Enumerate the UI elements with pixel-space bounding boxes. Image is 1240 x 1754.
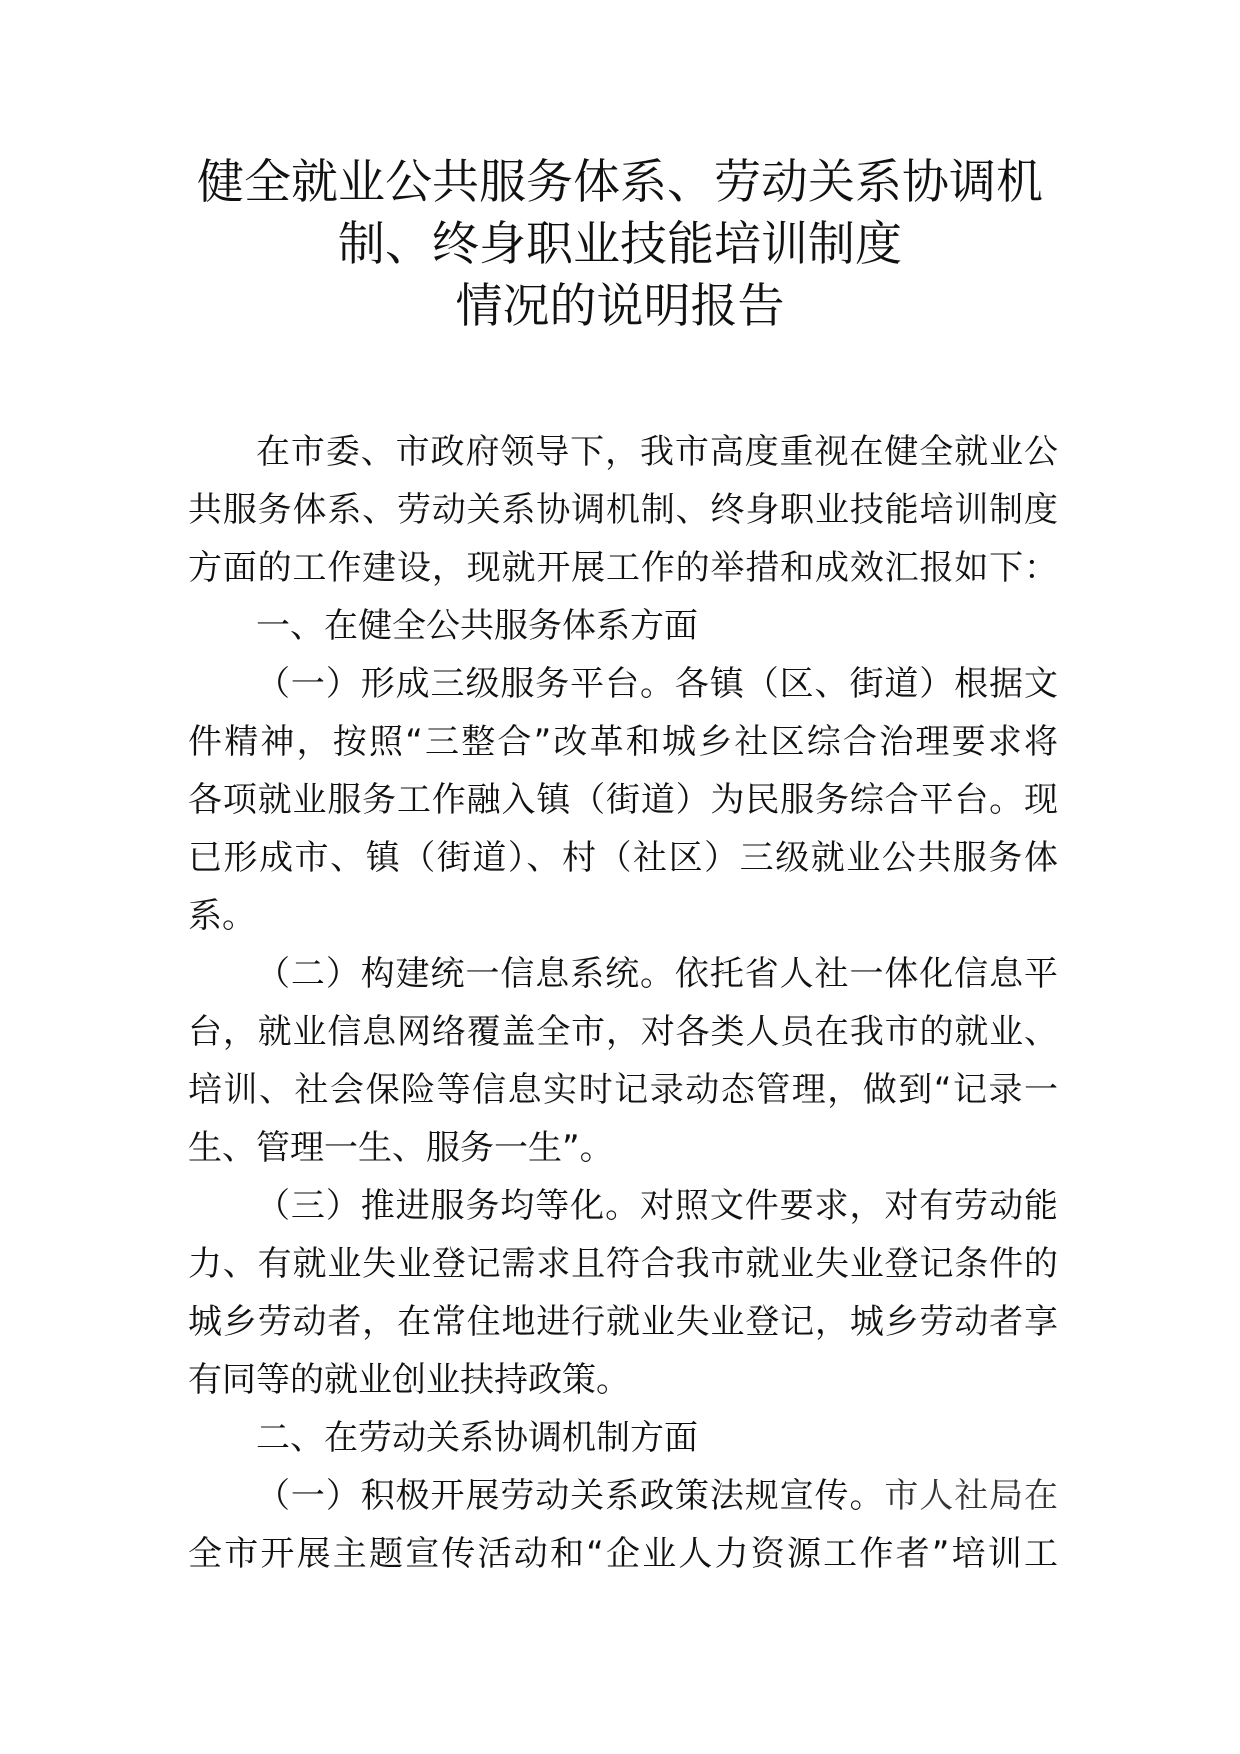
- body-line-13: 生、管理一生、服务一生”。: [188, 1128, 614, 1168]
- document-body: [188, 423, 1058, 1583]
- body-line-5: （一）形成三级服务平台。各镇（区、街道）根据文: [256, 664, 1058, 704]
- body-line-12: 培训、社会保险等信息实时记录动态管理，做到“记录一: [188, 1070, 1058, 1110]
- body-line-6: 件精神，按照“三整合”改革和城乡社区综合治理要求将: [188, 722, 1058, 762]
- body-line-8: 已形成市、镇（街道）、村（社区）三级就业公共服务体: [188, 838, 1058, 878]
- title-line-1: 健全就业公共服务体系、劳动关系协调机: [197, 155, 1043, 210]
- body-line-9: 系。: [188, 896, 256, 936]
- section-heading-1: 一、在健全公共服务体系方面: [256, 606, 698, 646]
- body-line-20: 全市开展主题宣传活动和“企业人力资源工作者”培训工: [188, 1534, 1058, 1574]
- body-line-3: 方面的工作建设，现就开展工作的举措和成效汇报如下：: [188, 548, 1058, 588]
- title-line-3: 情况的说明报告: [455, 279, 785, 334]
- title-line-2: 制、终身职业技能培训制度: [338, 217, 902, 272]
- document-title: [0, 152, 1240, 338]
- body-line-2: 共服务体系、劳动关系协调机制、终身职业技能培训制度: [188, 490, 1058, 530]
- body-line-15: 力、有就业失业登记需求且符合我市就业失业登记条件的: [188, 1244, 1058, 1284]
- body-line-19-continuation: 市人社局在: [884, 1476, 1059, 1516]
- section-heading-2: 二、在劳动关系协调机制方面: [256, 1418, 698, 1458]
- body-line-19-heading: （一）积极开展劳动关系政策法规宣传。: [256, 1476, 885, 1516]
- body-line-7: 各项就业服务工作融入镇（街道）为民服务综合平台。现: [188, 780, 1058, 820]
- body-line-11: 台，就业信息网络覆盖全市，对各类人员在我市的就业、: [188, 1012, 1058, 1052]
- body-line-10: （二）构建统一信息系统。依托省人社一体化信息平: [256, 954, 1058, 994]
- body-line-14: （三）推进服务均等化。对照文件要求，对有劳动能: [256, 1186, 1058, 1226]
- body-line-17: 有同等的就业创业扶持政策。: [188, 1360, 630, 1400]
- body-line-16: 城乡劳动者，在常住地进行就业失业登记，城乡劳动者享: [188, 1302, 1058, 1342]
- body-line-1: 在市委、市政府领导下，我市高度重视在健全就业公: [256, 432, 1058, 472]
- body-line-19: [188, 1467, 1058, 1525]
